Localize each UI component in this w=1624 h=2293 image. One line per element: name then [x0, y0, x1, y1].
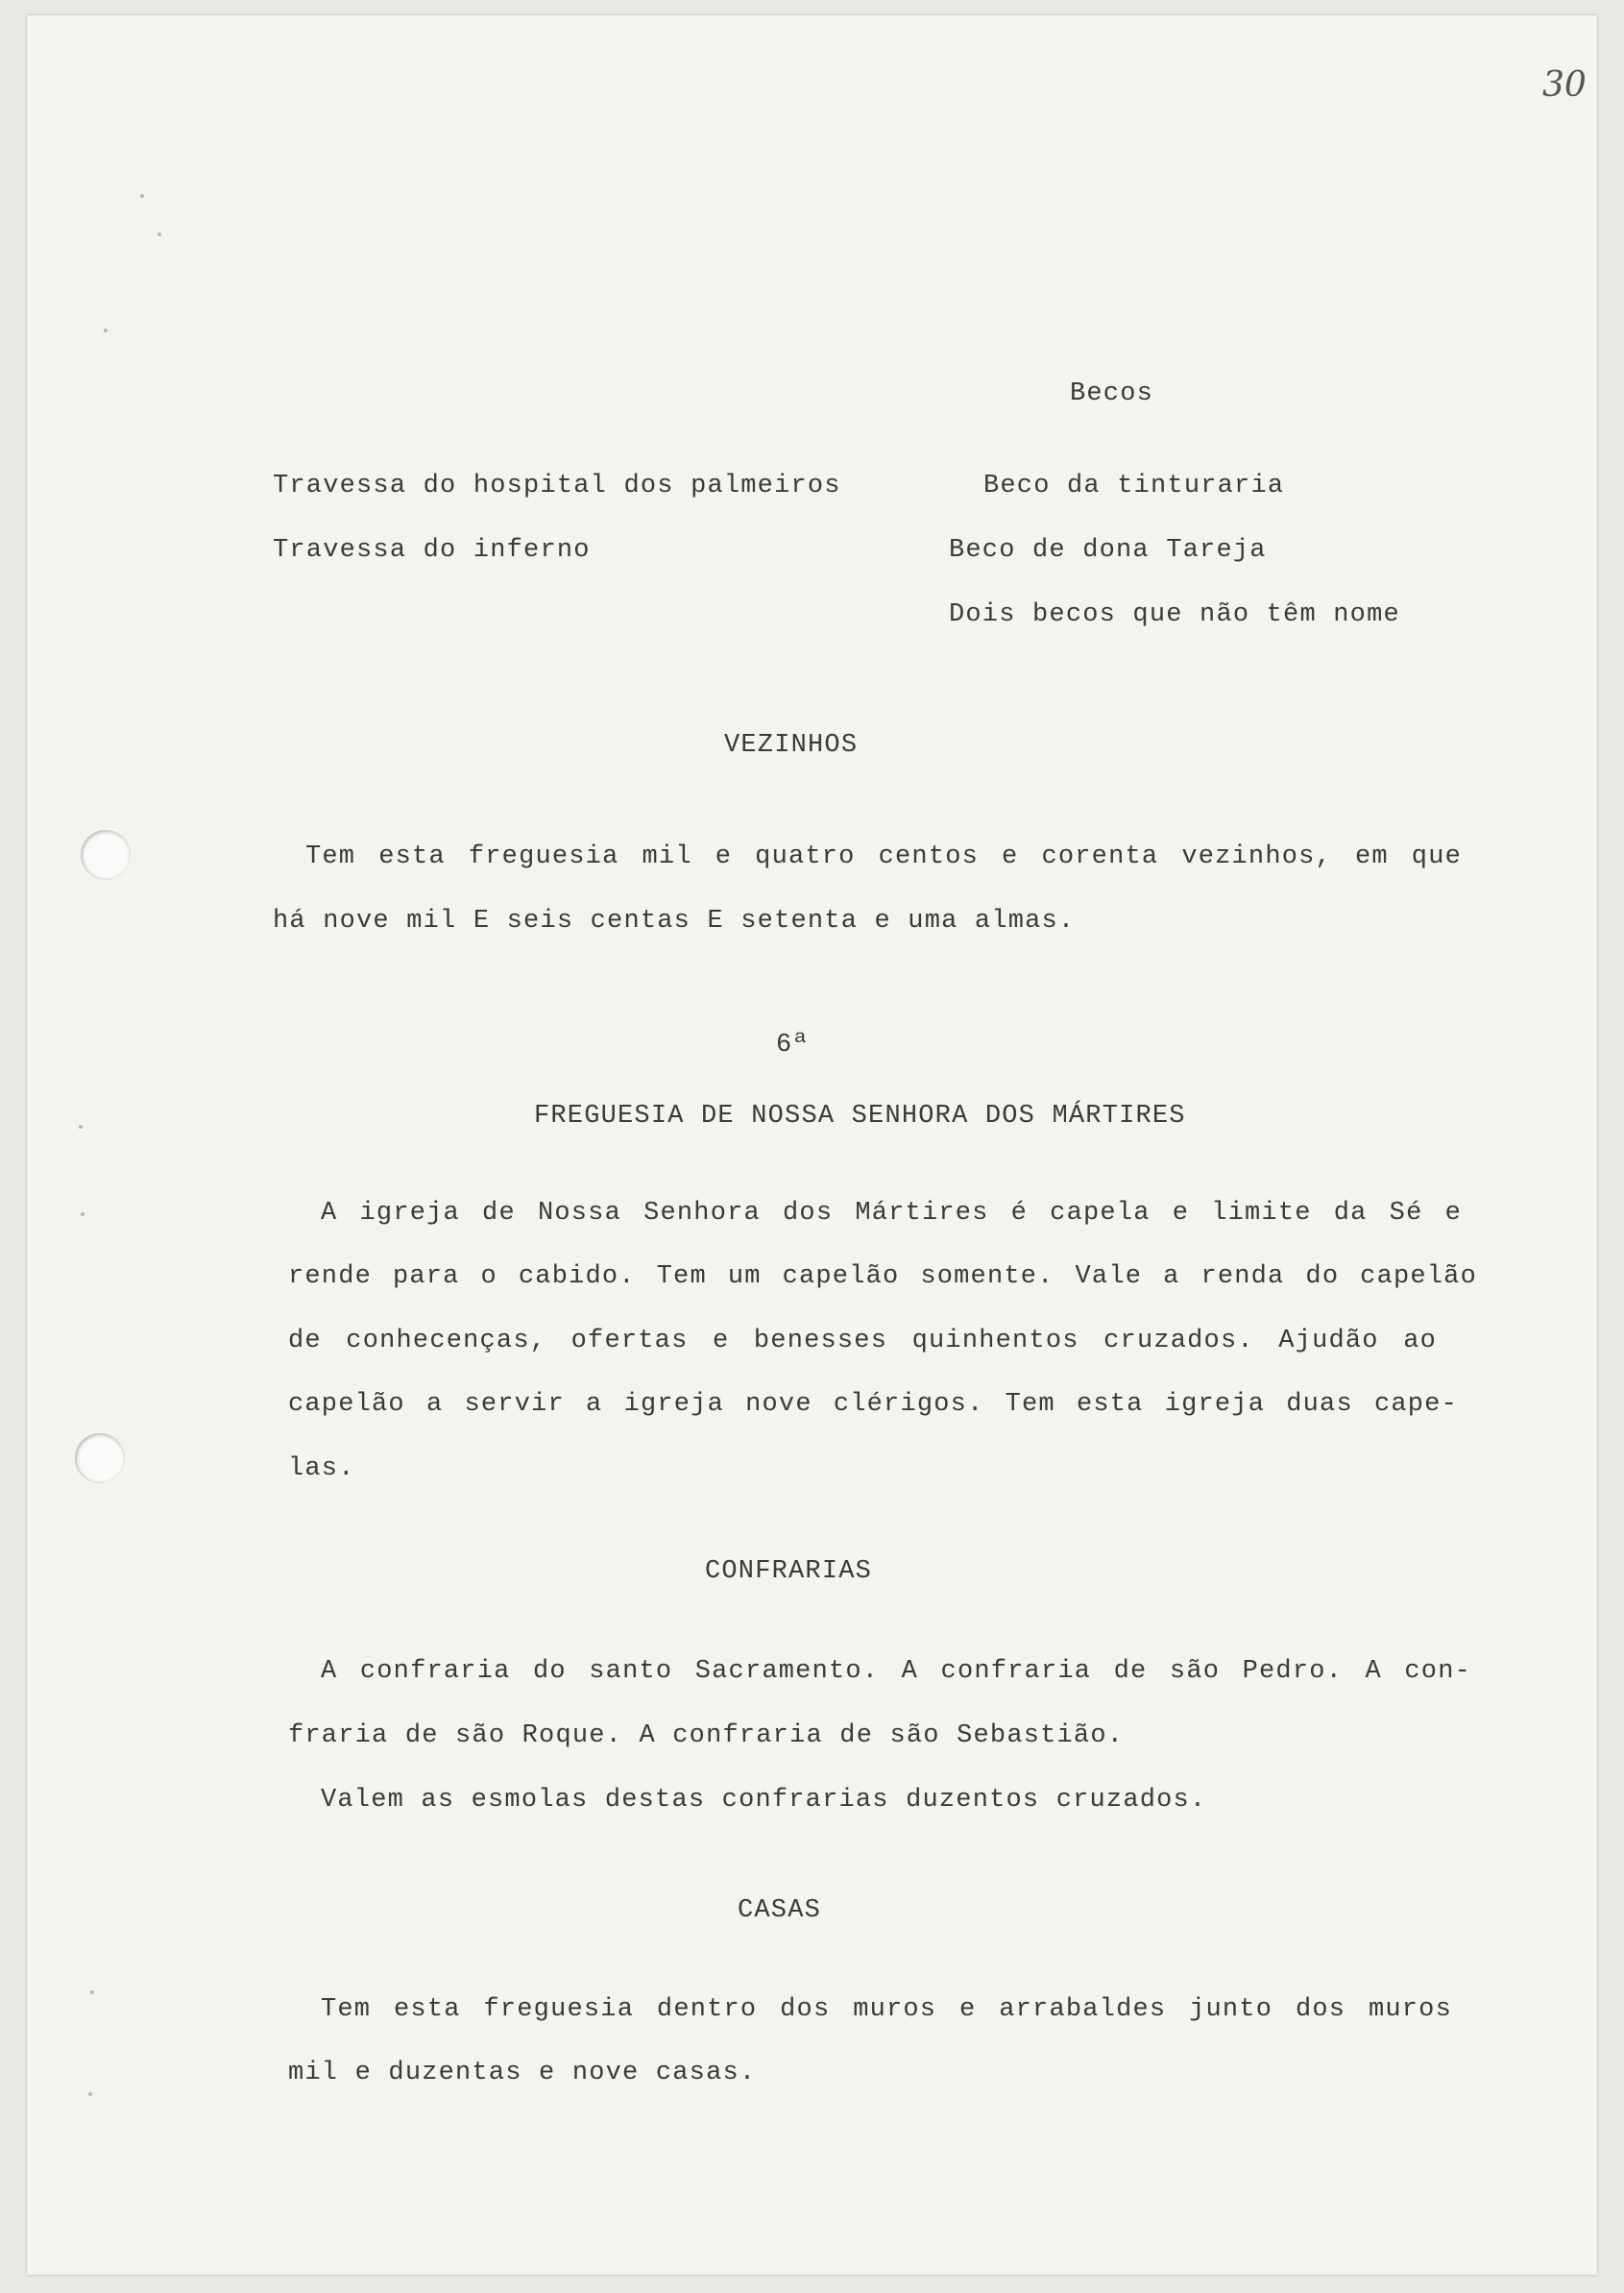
freguesia-line: A igreja de Nossa Senhora dos Mártires é capela e limite da Sé e	[321, 1199, 1462, 1228]
beco-item: Beco da tinturaria	[983, 472, 1285, 500]
becos-heading: Becos	[1070, 379, 1154, 408]
casas-heading: CASAS	[738, 1896, 822, 1925]
freguesia-line: de conhecenças, ofertas e benesses quinhentos cruzados. Ajudão ao	[288, 1327, 1437, 1355]
travessa-item: Travessa do hospital dos palmeiros	[273, 472, 841, 500]
casas-line: Tem esta freguesia dentro dos muros e arrabaldes junto dos muros	[321, 1995, 1452, 2024]
vezinhos-line: há nove mil E seis centas E setenta e uma almas.	[273, 907, 1076, 936]
travessa-item: Travessa do inferno	[273, 536, 591, 565]
freguesia-line: capelão a servir a igreja nove clérigos. Tem esta igreja duas cape-	[288, 1390, 1458, 1419]
document-page	[27, 15, 1597, 2275]
confrarias-line: A confraria do santo Sacramento. A confraria de são Pedro. A con-	[321, 1657, 1471, 1686]
beco-item: Dois becos que não têm nome	[949, 600, 1400, 629]
confrarias-heading: CONFRARIAS	[705, 1557, 873, 1586]
punch-hole-bottom	[75, 1433, 125, 1483]
paper-speck	[81, 1212, 85, 1216]
page-number: 30	[1542, 65, 1587, 105]
freguesia-number: 6ª	[776, 1031, 810, 1060]
paper-speck	[90, 1990, 94, 1994]
beco-item: Beco de dona Tareja	[949, 536, 1267, 565]
casas-line: mil e duzentas e nove casas.	[288, 2059, 757, 2087]
confrarias-line: fraria de são Roque. A confraria de são Sebastião.	[288, 1721, 1125, 1750]
confrarias-line: Valem as esmolas destas confrarias duzentos cruzados.	[321, 1786, 1207, 1815]
punch-hole-top	[81, 830, 131, 880]
freguesia-line: rende para o cabido. Tem um capelão somente. Vale a renda do capelão	[288, 1262, 1477, 1291]
paper-speck	[88, 2092, 92, 2096]
vezinhos-heading: VEZINHOS	[724, 731, 859, 760]
freguesia-title: FREGUESIA DE NOSSA SENHORA DOS MÁRTIRES	[534, 1102, 1186, 1131]
freguesia-line: las.	[288, 1454, 355, 1483]
paper-speck	[140, 194, 144, 198]
paper-speck	[104, 329, 108, 332]
paper-speck	[79, 1125, 83, 1129]
paper-speck	[158, 232, 161, 236]
vezinhos-line: Tem esta freguesia mil e quatro centos e corenta vezinhos, em que	[305, 842, 1462, 871]
